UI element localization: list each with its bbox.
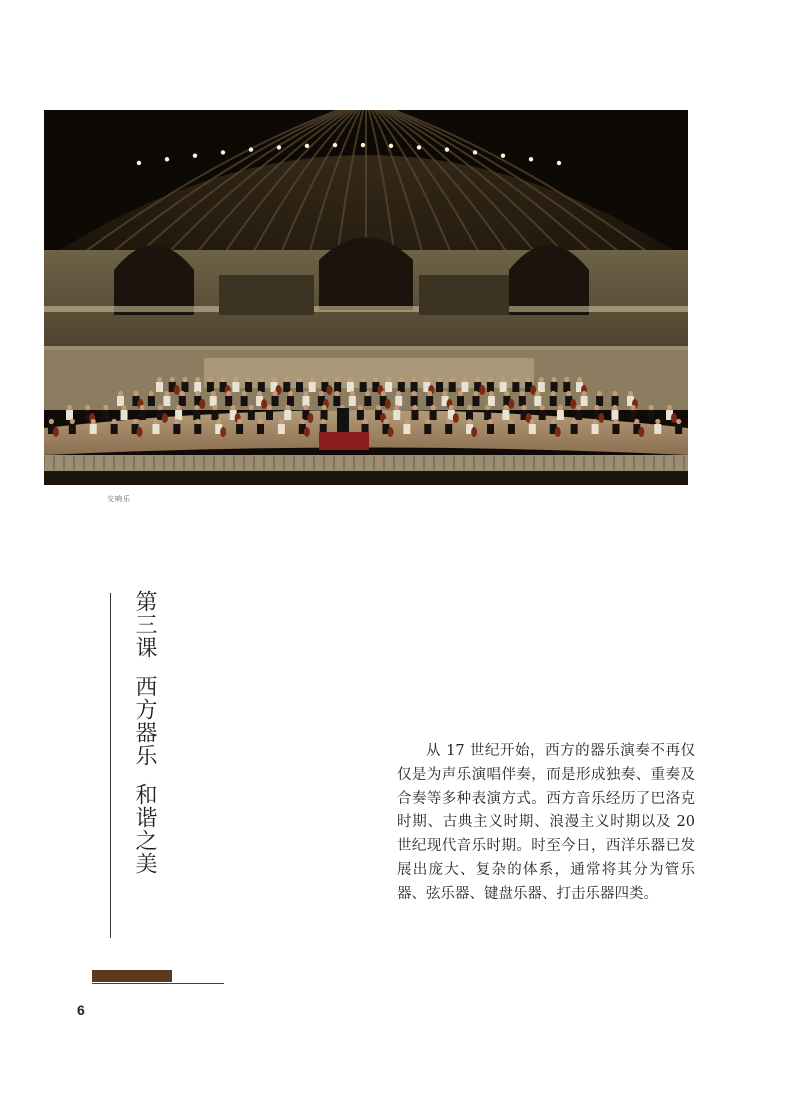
footer-accent-bar <box>92 970 172 982</box>
title-rule <box>110 593 111 938</box>
lesson-name: 西方器乐 <box>132 675 157 767</box>
lesson-number: 第三课 <box>132 590 157 659</box>
footer-accent-line <box>92 983 224 984</box>
figure-caption: 交响乐 <box>107 495 131 503</box>
page-number: 6 <box>77 1002 85 1018</box>
body-paragraph: 从 17 世纪开始，西方的器乐演奏不再仅仅是为声乐演唱伴奏，而是形成独奏、重奏及合奏等多种表演方式。西方音乐经历了巴洛克时期、古典主义时期、浪漫主义时期以及 20 世纪现代音乐时期。时至今日，西洋乐器已发展出庞大、复杂的体系，通常将其分为管乐器、弦乐器、键盘乐器、打击乐器四类。 <box>397 743 695 902</box>
lesson-title <box>128 590 160 875</box>
orchestra-photo <box>44 110 688 485</box>
lesson-subtitle: 和谐之美 <box>132 783 157 875</box>
